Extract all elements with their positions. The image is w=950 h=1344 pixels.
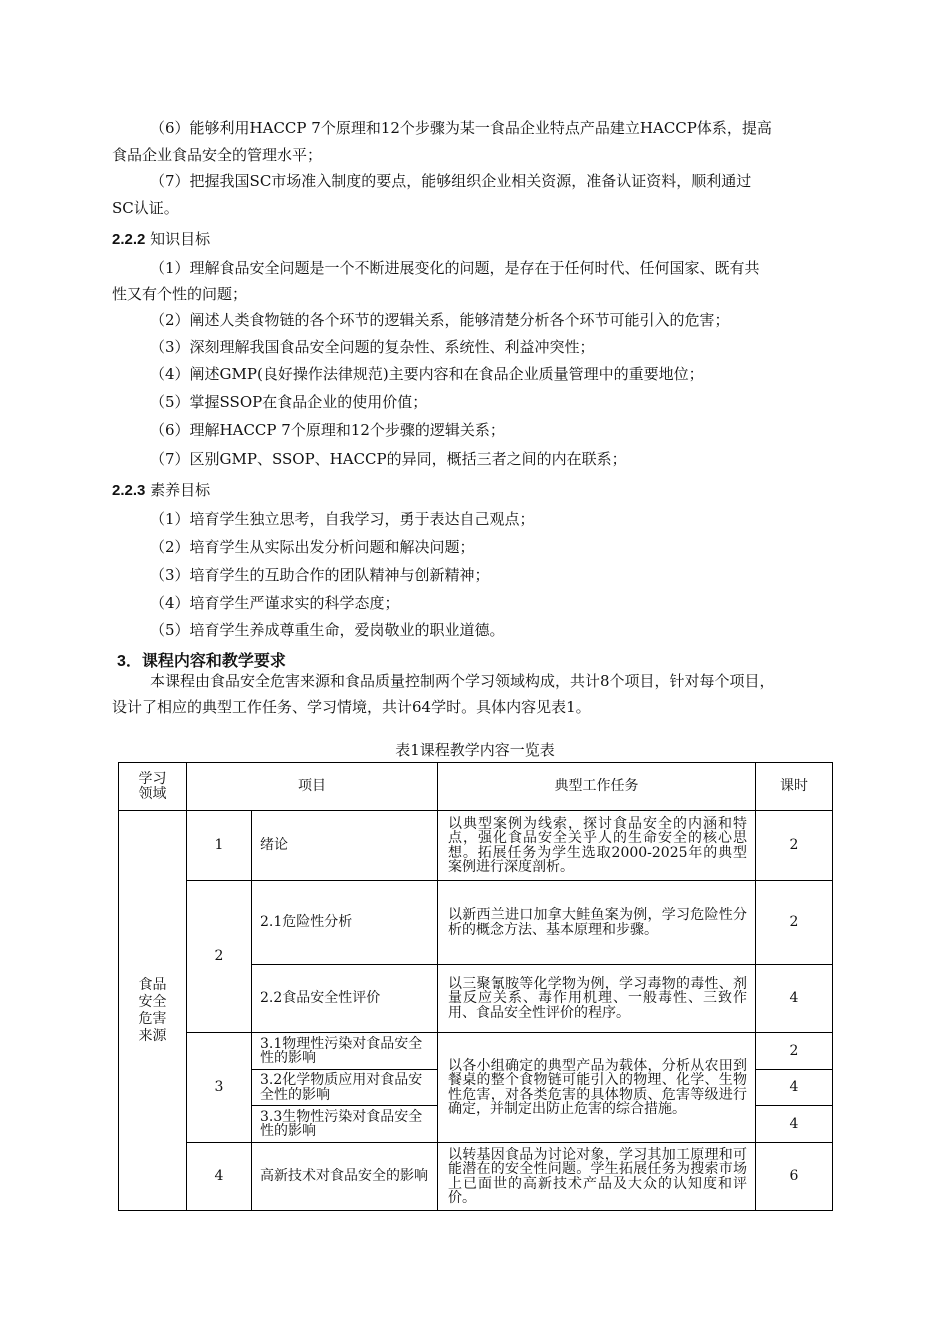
knowledge-1-line2: 性又有个性的问题； [112,285,248,303]
project-name: 3.2化学物质应用对食品安全性的影响 [252,1070,438,1106]
quality-1: （1）培育学生独立思考，自我学习，勇于表达自己观点； [150,510,535,528]
project-number: 4 [187,1143,252,1211]
heading-quality-number: 2.2.3 [112,482,146,499]
project-task: 以转基因食品为讨论对象，学习其加工原理和可能潜在的安全性问题。学生拓展任务为搜索市场上已面世的高新技术产品及大众的认知度和评价。 [438,1143,756,1211]
project-hours: 4 [756,965,833,1033]
section-3-paragraph-line2: 设计了相应的典型工作任务、学习情境，共计64学时。具体内容见表1。 [112,698,591,716]
project-hours: 4 [756,1106,833,1143]
project-task: 以各小组确定的典型产品为载体，分析从农田到餐桌的整个食物链可能引入的物理、化学、生物性危害，对各类危害的具体物质、危害等级进行确定，并制定出防止危害的综合措施。 [438,1033,756,1143]
header-domain: 学习领域 [119,763,187,811]
project-number: 2 [187,881,252,1033]
project-task: 以新西兰进口加拿大鲑鱼案为例，学习危险性分析的概念方法、基本原理和步骤。 [438,881,756,965]
heading-quality-title: 素养目标 [150,481,211,499]
project-name: 绪论 [252,811,438,881]
table-header-row [119,763,833,811]
heading-knowledge [112,230,210,249]
header-task: 典型工作任务 [438,763,756,811]
heading-quality [112,481,210,500]
project-name: 3.1物理性污染对食品安全性的影响 [252,1033,438,1070]
project-name: 2.2食品安全性评价 [252,965,438,1033]
header-project: 项目 [187,763,438,811]
heading-knowledge-number: 2.2.2 [112,231,146,248]
project-number: 1 [187,811,252,881]
project-hours: 2 [756,811,833,881]
knowledge-3: （3）深刻理解我国食品安全问题的复杂性、系统性、利益冲突性； [150,338,595,356]
quality-2: （2）培育学生从实际出发分析问题和解决问题； [150,538,475,556]
project-name: 3.3生物性污染对食品安全性的影响 [252,1106,438,1143]
knowledge-4: （4）阐述GMP(良好操作法律规范)主要内容和在食品企业质量管理中的重要地位； [150,365,704,383]
quality-5: （5）培育学生养成尊重生命，爱岗敬业的职业道德。 [150,621,505,639]
quality-4: （4）培育学生严谨求实的科学态度； [150,594,400,612]
section-3-title: 3．课程内容和教学要求 [117,653,286,670]
table-row [119,1143,833,1211]
quality-3: （3）培育学生的互助合作的团队精神与创新精神； [150,566,490,584]
project-name: 高新技术对食品安全的影响 [252,1143,438,1211]
knowledge-7: （7）区别GMP、SSOP、HACCP的异同，概括三者之间的内在联系； [150,450,627,468]
paragraph-skill-6-line1: （6）能够利用HACCP 7个原理和12个步骤为某一食品企业特点产品建立HACCP体系，提高 [150,119,772,137]
knowledge-5: （5）掌握SSOP在食品企业的使用价值； [150,393,428,411]
header-hours: 课时 [756,763,833,811]
course-content-table [118,762,833,1211]
paragraph-skill-7-line1: （7）把握我国SC市场准入制度的要点，能够组织企业相关资源，准备认证资料，顺利通过 [150,172,752,190]
table-row [119,811,833,881]
table-row [119,1033,833,1070]
paragraph-skill-7-line2: SC认证。 [112,199,179,217]
knowledge-1-line1: （1）理解食品安全问题是一个不断进展变化的问题，是存在于任何时代、任何国家、既有共 [150,259,760,277]
project-hours: 2 [756,881,833,965]
table-row [119,881,833,965]
heading-knowledge-title: 知识目标 [150,230,211,248]
project-hours: 4 [756,1070,833,1106]
section-3-paragraph-line1: 本课程由食品安全危害来源和食品质量控制两个学习领域构成，共计8个项目，针对每个项目， [150,672,775,690]
table-caption: 表1课程教学内容一览表 [395,741,555,759]
project-name: 2.1危险性分析 [252,881,438,965]
project-task: 以典型案例为线索，探讨食品安全的内涵和特点，强化食品安全关乎人的生命安全的核心思想。拓展任务为学生选取2000-2025年的典型案例进行深度剖析。 [438,811,756,881]
domain-cell: 食品安全危害来源 [119,811,187,1211]
project-number: 3 [187,1033,252,1143]
knowledge-2: （2）阐述人类食物链的各个环节的逻辑关系，能够清楚分析各个环节可能引入的危害； [150,311,730,329]
project-hours: 6 [756,1143,833,1211]
project-hours: 2 [756,1033,833,1070]
paragraph-skill-6-line2: 食品企业食品安全的管理水平； [112,146,323,164]
knowledge-6: （6）理解HACCP 7个原理和12个步骤的逻辑关系； [150,421,505,439]
project-task: 以三聚氰胺等化学物为例，学习毒物的毒性、剂量反应关系、毒作用机理、一般毒性、三致作用、食品安全性评价的程序。 [438,965,756,1033]
